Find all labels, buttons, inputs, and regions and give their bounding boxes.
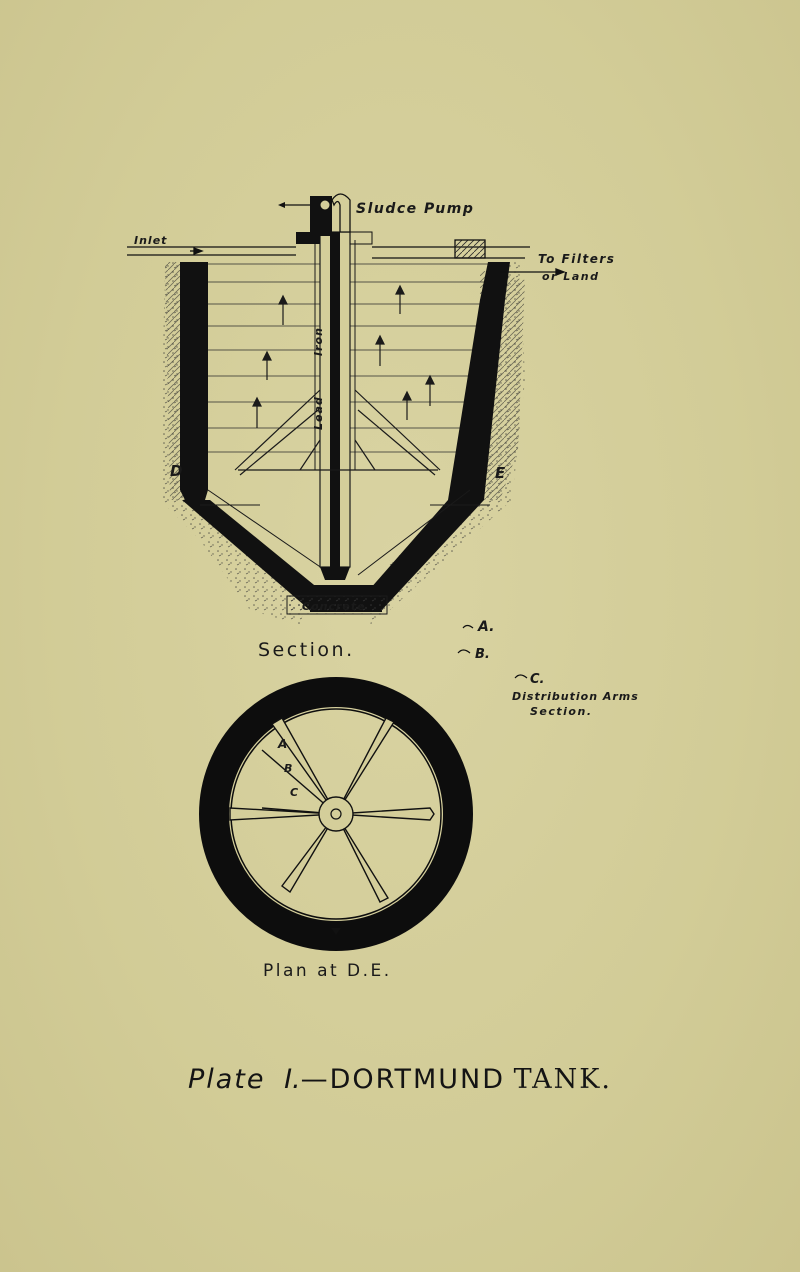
plan-drawing [214,692,458,981]
distribution-section-label: Section. [530,705,593,718]
mark-d-label: D [170,462,183,480]
plate-caption [0,1064,800,1095]
distribution-arms-label: Distribution Arms [512,690,639,703]
plan-title: Plan at D.E. [263,961,392,981]
to-filters-label: To Filters [538,252,616,266]
inlet-label: Inlet [134,234,168,247]
lead-label: Lead [312,396,325,430]
section-drawing [127,194,639,718]
arms-legend [458,619,639,718]
outlet-channel [372,240,564,275]
section-title: Section. [258,639,355,661]
inlet-pipe [127,247,296,255]
legend-c-label: C. [530,672,545,687]
legend-b-label: B. [475,647,490,662]
iron-label: Iron [312,327,325,356]
caption-subtitle: TANK. [513,1064,613,1095]
plan-a-label: A [278,737,288,751]
concrete-label: Concrete [302,600,366,613]
mark-e-label: E [495,464,506,482]
plan-b-label: B [284,762,293,775]
plan-c-label: C [290,786,299,799]
caption-number: I. [284,1064,301,1095]
or-land-label: or Land [542,270,600,283]
caption-plate: Plate [187,1064,266,1095]
caption-title: —DORTMUND [300,1064,506,1095]
sludge-pump-label: Sludce Pump [356,201,475,217]
legend-a-label: A. [478,619,495,635]
concrete-foundation [287,596,387,614]
